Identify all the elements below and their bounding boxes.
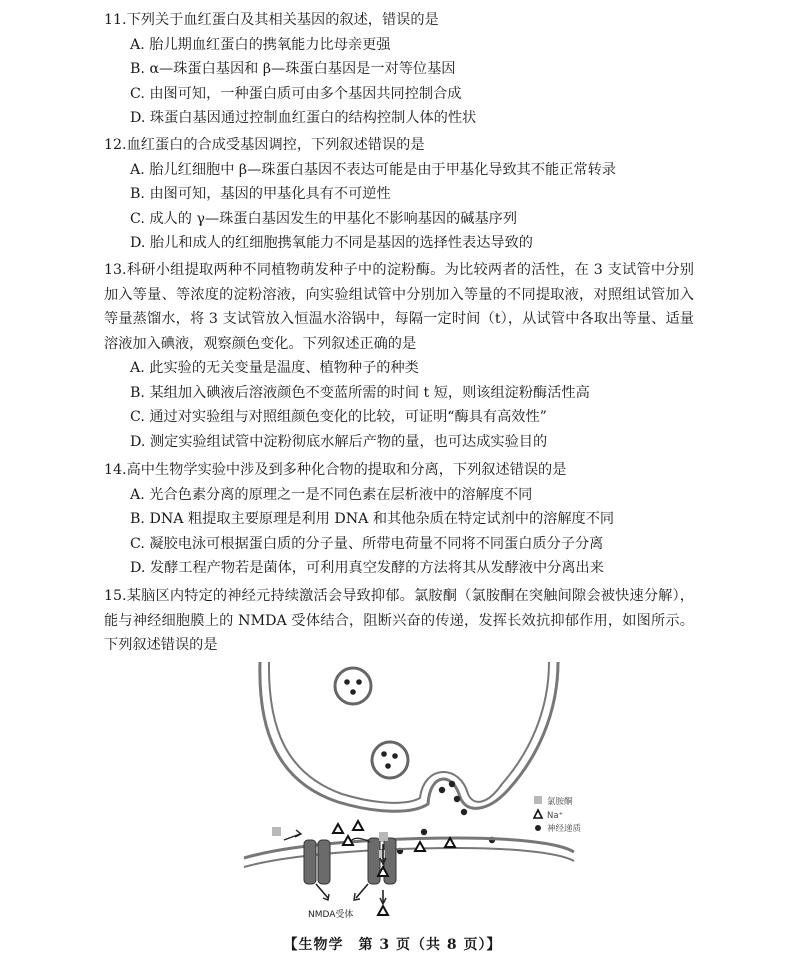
neurotransmitter-dot xyxy=(356,679,362,685)
option-b: B. 由图可知，基因的甲基化具有不可逆性 xyxy=(130,186,391,202)
option-c: C. 通过对实验组与对照组颜色变化的比较，可证明“酶具有高效性” xyxy=(130,409,547,425)
option-c: C. 由图可知，一种蛋白质可由多个基因共同控制合成 xyxy=(130,85,462,102)
neurotransmitter-dot xyxy=(392,753,398,759)
neurotransmitter-dot xyxy=(449,781,455,787)
neurotransmitter-dot xyxy=(381,751,387,757)
figure-legend xyxy=(534,796,582,834)
option-d: D. 胎儿和成人的红细胞携氧能力不同是基因的选择性表达导致的 xyxy=(130,235,533,251)
question-15 xyxy=(104,584,784,658)
legend-na: Na⁺ xyxy=(547,811,564,821)
option-a: A. 此实验的无关变量是温度、植物种子的种类 xyxy=(130,360,419,376)
na-ion-triangle xyxy=(415,842,425,851)
na-ion-triangle xyxy=(343,836,353,845)
option-a: A. 胎儿红细胞中 β—珠蛋白基因不表达可能是由于甲基化导致其不能正常转录 xyxy=(130,161,616,178)
legend-neurotransmitter: 神经递质 xyxy=(547,824,582,834)
option-a: A. 胎儿期血红蛋白的携氧能力比母亲更强 xyxy=(130,36,391,53)
question-stem: 14.高中生物学实验中涉及到多种化合物的提取和分离，下列叙述错误的是 xyxy=(104,462,567,478)
ketamine-square xyxy=(379,832,388,841)
option-c: C. 凝胶电泳可根据蛋白质的分子量、所带电荷量不同将不同蛋白质分子分离 xyxy=(130,535,604,552)
presynaptic-membrane-outer xyxy=(260,662,558,811)
option-d: D. 发酵工程产物若是菌体，可利用真空发酵的方法将其从发酵液中分离出来 xyxy=(130,560,604,576)
option-d: D. 测定实验组试管中淀粉彻底水解后产物的量，也可达成实验目的 xyxy=(130,433,548,450)
question-stem: 15.某脑区内特定的神经元持续激活会导致抑郁。氯胺酮（氯胺酮在突触间隙会被快速分解），能与神经细胞膜上的 NMDA 受体结合，阻断兴奋的传递，发挥长效抗抑郁作用，如图所示。下列叙述错误的是 xyxy=(104,588,694,653)
neurotransmitter-dot xyxy=(454,796,460,802)
synaptic-vesicle xyxy=(335,668,371,704)
option-c: C. 成人的 γ—珠蛋白基因发生的甲基化不影响基因的碱基序列 xyxy=(130,210,518,227)
na-ion-triangle xyxy=(333,824,343,833)
page-footer: 【生物学 第 3 页（共 8 页）】 xyxy=(283,937,502,953)
question-stem: 13.科研小组提取两种不同植物萌发种子中的淀粉酶。为比较两者的活性，在 3 支试管中分别加入等量、等浓度的淀粉溶液，向实验组试管中分别加入等量的不同提取液，对照组试管加入等量蒸馏水，将 3 支试管放入恒温水浴锅中，每隔一定时间（t），从试管中各取出等量、适量溶液加入碘液，观察颜色变化。下列叙述正确的是 xyxy=(104,262,694,352)
neurotransmitter-dot xyxy=(439,787,445,793)
option-b: B. α—珠蛋白基因和 β—珠蛋白基因是一对等位基因 xyxy=(130,61,456,77)
neurotransmitter-dot xyxy=(344,679,350,685)
question-13 xyxy=(104,258,784,454)
question-11 xyxy=(104,8,784,131)
neurotransmitter-dot xyxy=(421,829,427,835)
na-ion-triangle xyxy=(378,906,388,915)
neurotransmitter-dot xyxy=(385,763,391,769)
option-b: B. DNA 粗提取主要原理是利用 DNA 和其他杂质在特定试剂中的溶解度不同 xyxy=(130,511,615,527)
option-d: D. 珠蛋白基因通过控制血红蛋白的结构控制人体的性状 xyxy=(130,110,477,126)
neurotransmitter-dot xyxy=(461,809,467,815)
nmda-receptor-left xyxy=(304,840,330,884)
synapse-figure xyxy=(238,662,588,922)
legend-ketamine: 氯胺酮 xyxy=(547,797,573,807)
ketamine-square xyxy=(272,827,281,836)
option-b: B. 某组加入碘液后溶液颜色不变蓝所需的时间 t 短，则该组淀粉酶活性高 xyxy=(130,384,590,401)
na-ion-triangle xyxy=(353,821,363,830)
nmda-receptor-label: NMDA受体 xyxy=(308,910,354,920)
question-stem: 11.下列关于血红蛋白及其相关基因的叙述，错误的是 xyxy=(104,12,439,28)
question-12 xyxy=(104,133,784,256)
neurotransmitter-dot xyxy=(350,689,356,695)
presynaptic-membrane-inner xyxy=(269,662,549,803)
question-14 xyxy=(104,458,784,581)
synaptic-vesicle xyxy=(372,742,408,778)
option-a: A. 光合色素分离的原理之一是不同色素在层析液中的溶解度不同 xyxy=(130,486,533,503)
question-stem: 12.血红蛋白的合成受基因调控，下列叙述错误的是 xyxy=(104,137,425,153)
